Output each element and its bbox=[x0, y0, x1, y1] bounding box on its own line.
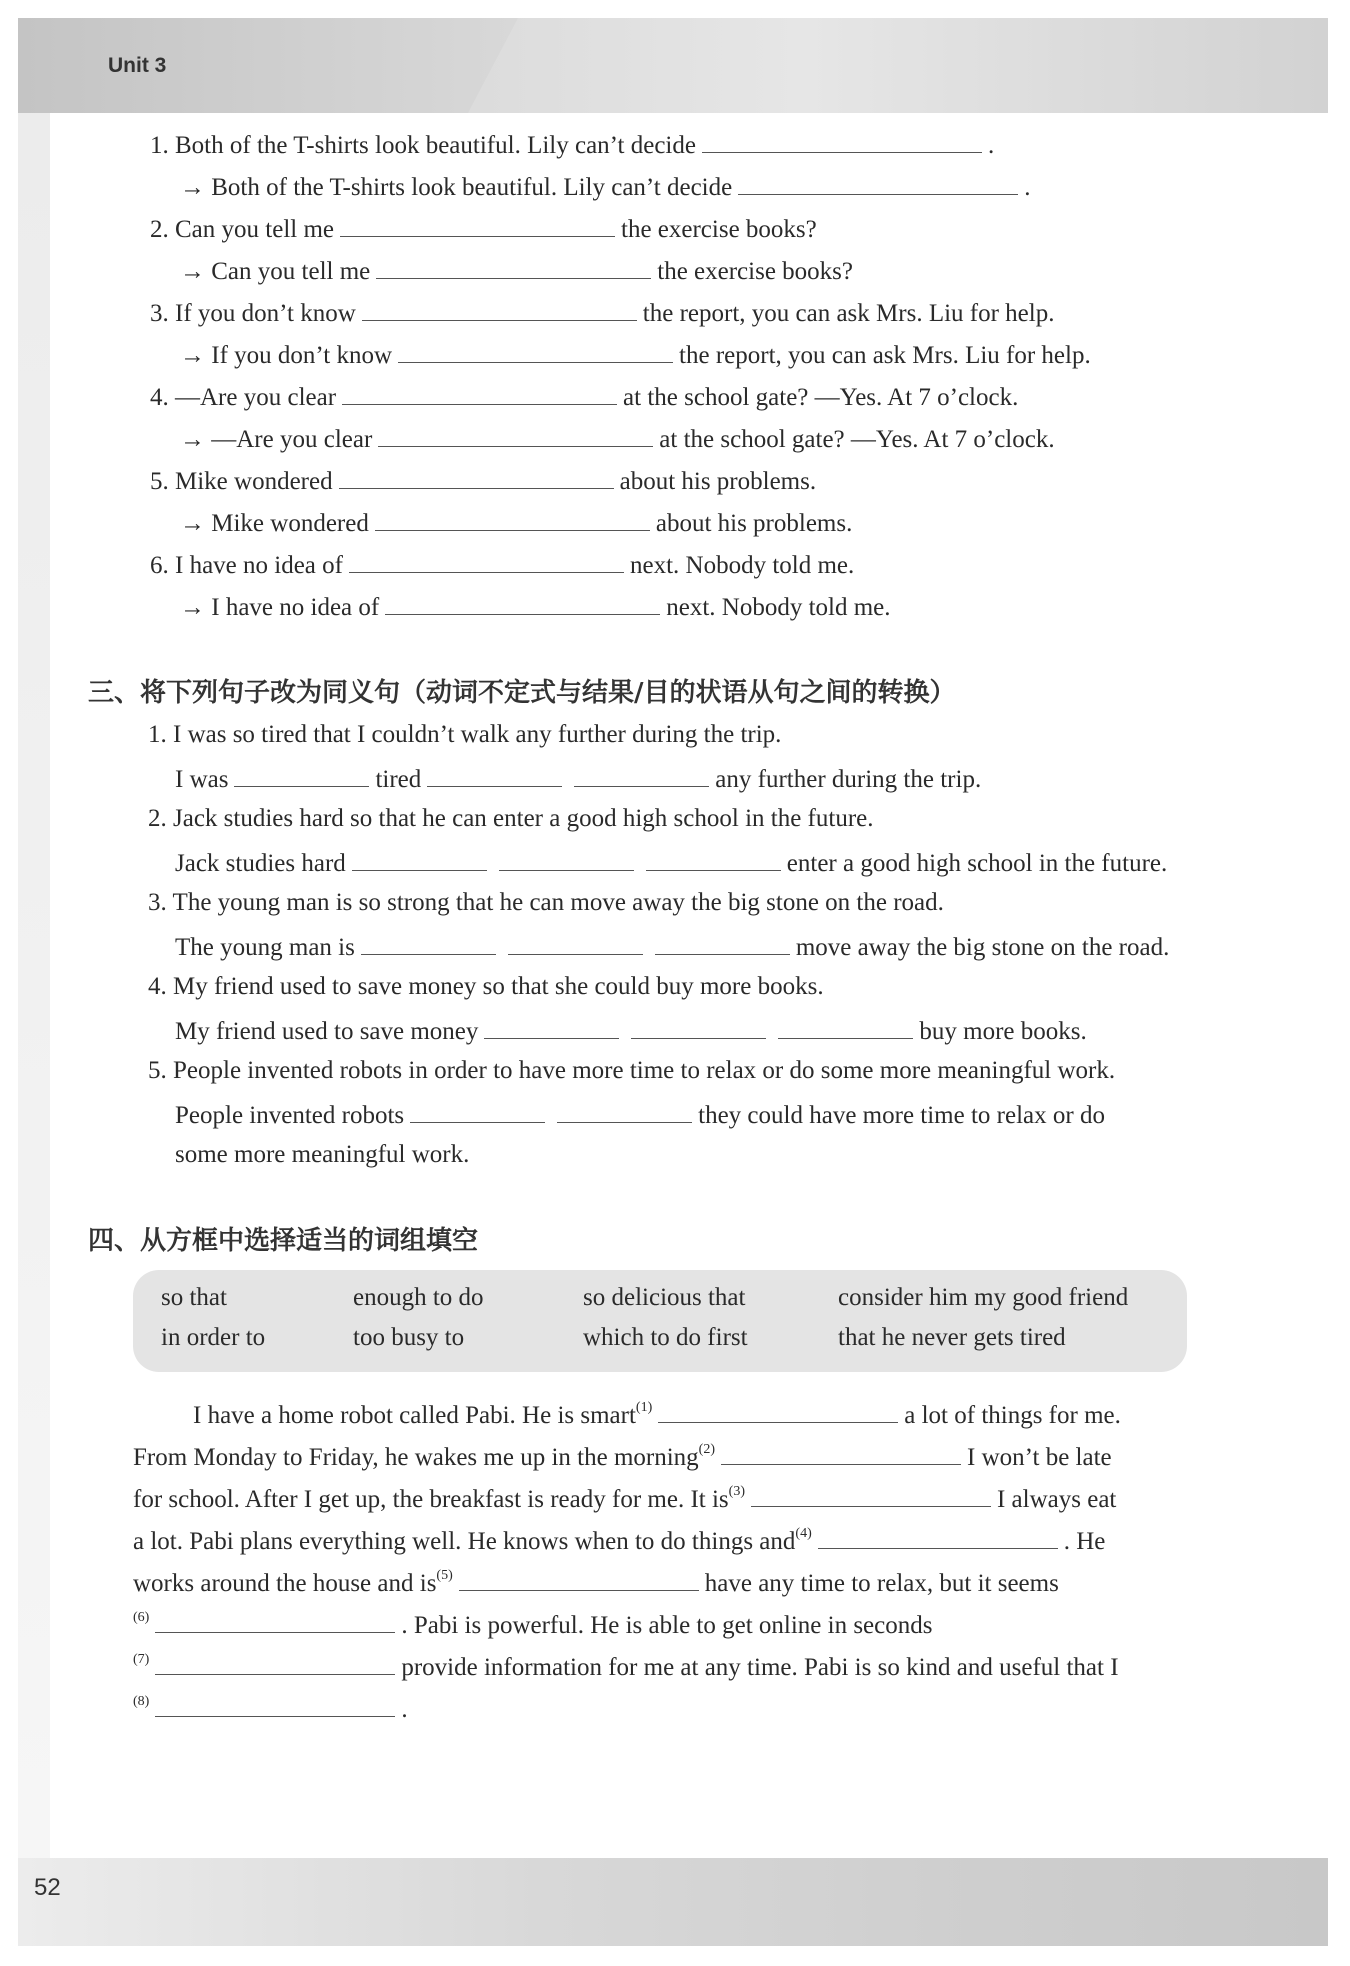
blank[interactable] bbox=[362, 296, 637, 321]
s3-q2-rewrite bbox=[175, 846, 1167, 879]
s3-q3-original: 3. The young man is so strong that he can move away the big stone on the road. bbox=[148, 889, 944, 916]
blank[interactable] bbox=[499, 846, 634, 871]
s3-q5-c: they could have more time to relax or do bbox=[698, 1102, 1105, 1129]
s2-q4-rewrite bbox=[180, 422, 1055, 455]
blank-number: (5) bbox=[436, 1568, 453, 1583]
passage-text: have any time to relax, but it seems bbox=[704, 1570, 1059, 1597]
passage-text: . Pabi is powerful. He is able to get online in seconds bbox=[401, 1612, 933, 1639]
passage-text: provide information for me at any time. Pabi is so kind and useful that I bbox=[401, 1654, 1119, 1681]
blank[interactable] bbox=[738, 170, 1018, 195]
blank-number: (2) bbox=[698, 1442, 715, 1457]
s3-q1-a: I was bbox=[175, 766, 229, 793]
passage-line-2 bbox=[133, 1440, 1112, 1477]
header-tab bbox=[18, 18, 518, 113]
s2-q4 bbox=[150, 380, 1018, 413]
word-option: in order to bbox=[161, 1324, 266, 1351]
s3-q1-rewrite bbox=[175, 762, 981, 795]
unit-label: Unit 3 bbox=[108, 54, 167, 77]
s2-q6-text: 6. I have no idea of bbox=[150, 552, 343, 579]
s3-q5-a: People invented robots bbox=[175, 1102, 405, 1129]
blank[interactable] bbox=[655, 930, 790, 955]
blank[interactable] bbox=[378, 422, 653, 447]
s2-q6-tail: next. Nobody told me. bbox=[629, 552, 855, 579]
blank[interactable] bbox=[574, 762, 709, 787]
s3-q5-rewrite-cont: some more meaningful work. bbox=[175, 1141, 470, 1168]
blank-number: (3) bbox=[728, 1484, 745, 1499]
passage-text: From Monday to Friday, he wakes me up in the morning bbox=[133, 1444, 699, 1471]
s2-q5-text: 5. Mike wondered bbox=[150, 468, 333, 495]
section3-heading: 三、将下列句子改为同义句（动词不定式与结果/目的状语从句之间的转换） bbox=[88, 678, 956, 708]
blank[interactable] bbox=[342, 380, 617, 405]
blank-5[interactable] bbox=[459, 1566, 699, 1591]
s2-q5-rewrite-text: → Mike wondered bbox=[180, 510, 369, 537]
left-margin-strip bbox=[18, 113, 50, 1858]
s2-q4-rewrite-tail: at the school gate? —Yes. At 7 o’clock. bbox=[659, 426, 1055, 453]
s2-q1-text: 1. Both of the T-shirts look beautiful. Lily can’t decide bbox=[150, 132, 696, 159]
s3-q2-original: 2. Jack studies hard so that he can enter a good high school in the future. bbox=[148, 805, 874, 832]
word-option: so delicious that bbox=[583, 1284, 746, 1311]
blank-number: (1) bbox=[635, 1400, 653, 1415]
passage-text: . He bbox=[1063, 1528, 1106, 1555]
blank[interactable] bbox=[234, 762, 369, 787]
s2-q4-tail: at the school gate? —Yes. At 7 o’clock. bbox=[623, 384, 1019, 411]
s3-q1-original: 1. I was so tired that I couldn’t walk any further during the trip. bbox=[148, 721, 782, 748]
word-option: that he never gets tired bbox=[838, 1324, 1066, 1351]
blank[interactable] bbox=[631, 1014, 766, 1039]
word-option: consider him my good friend bbox=[838, 1284, 1129, 1311]
s3-q3-a: The young man is bbox=[175, 934, 355, 961]
blank[interactable] bbox=[385, 590, 660, 615]
s2-q6-rewrite-text: → I have no idea of bbox=[180, 594, 380, 621]
blank[interactable] bbox=[702, 128, 982, 153]
blank[interactable] bbox=[361, 930, 496, 955]
blank[interactable] bbox=[484, 1014, 619, 1039]
s3-q3-rewrite bbox=[175, 930, 1169, 963]
s2-q6-rewrite-tail: next. Nobody told me. bbox=[666, 594, 891, 621]
blank-6[interactable] bbox=[155, 1608, 395, 1633]
s2-q4-text: 4. —Are you clear bbox=[150, 384, 337, 411]
s3-q4-a: My friend used to save money bbox=[175, 1018, 479, 1045]
s3-q1-c: any further during the trip. bbox=[715, 766, 982, 793]
blank[interactable] bbox=[340, 212, 615, 237]
page-number: 52 bbox=[34, 1874, 61, 1901]
blank[interactable] bbox=[376, 254, 651, 279]
s2-q3-rewrite-text: → If you don’t know bbox=[180, 342, 393, 369]
s2-q5-rewrite bbox=[180, 506, 852, 539]
s2-q2-rewrite-text: → Can you tell me bbox=[180, 258, 371, 285]
s2-q2-rewrite-tail: the exercise books? bbox=[657, 258, 854, 285]
s2-q6 bbox=[150, 548, 854, 581]
passage-text: a lot of things for me. bbox=[904, 1402, 1121, 1429]
blank-number: (6) bbox=[133, 1610, 150, 1625]
s2-q2-tail: the exercise books? bbox=[621, 216, 817, 243]
passage-text: for school. After I get up, the breakfast is ready for me. It is bbox=[133, 1486, 729, 1513]
blank-8[interactable] bbox=[155, 1692, 395, 1717]
word-option: which to do first bbox=[583, 1324, 748, 1351]
footer-band bbox=[18, 1858, 1328, 1946]
s2-q3-text: 3. If you don’t know bbox=[150, 300, 356, 327]
blank[interactable] bbox=[375, 506, 650, 531]
blank-4[interactable] bbox=[818, 1524, 1058, 1549]
s2-q3-rewrite bbox=[180, 338, 1091, 371]
blank[interactable] bbox=[778, 1014, 913, 1039]
passage-text: I have a home robot called Pabi. He is smart bbox=[193, 1402, 636, 1429]
passage-line-6 bbox=[133, 1608, 932, 1645]
passage-line-7 bbox=[133, 1650, 1119, 1687]
blank[interactable] bbox=[410, 1098, 545, 1123]
blank-7[interactable] bbox=[155, 1650, 395, 1675]
blank[interactable] bbox=[508, 930, 643, 955]
s3-q5-rewrite bbox=[175, 1098, 1105, 1131]
passage-text: I always eat bbox=[996, 1486, 1117, 1513]
s3-q3-c: move away the big stone on the road. bbox=[795, 934, 1170, 961]
blank-number: (8) bbox=[133, 1694, 150, 1709]
blank[interactable] bbox=[339, 464, 614, 489]
s3-q1-b: tired bbox=[375, 766, 422, 793]
section4-heading: 四、从方框中选择适当的词组填空 bbox=[88, 1226, 479, 1256]
passage-line-5 bbox=[133, 1566, 1059, 1603]
s2-q3 bbox=[150, 296, 1054, 329]
s2-q1-rewrite-text: → Both of the T-shirts look beautiful. Lily can’t decide bbox=[180, 174, 733, 201]
s2-q2-rewrite bbox=[180, 254, 853, 287]
passage-text: I won’t be late bbox=[967, 1444, 1112, 1471]
s3-q2-a: Jack studies hard bbox=[175, 850, 346, 877]
s2-q2 bbox=[150, 212, 817, 245]
blank-2[interactable] bbox=[721, 1440, 961, 1465]
s3-q4-c: buy more books. bbox=[919, 1018, 1087, 1045]
s3-q2-c: enter a good high school in the future. bbox=[786, 850, 1168, 877]
blank-1[interactable] bbox=[658, 1398, 898, 1423]
s3-q4-original: 4. My friend used to save money so that she could buy more books. bbox=[148, 973, 824, 1000]
passage-line-1 bbox=[193, 1398, 1121, 1435]
passage-text: works around the house and is bbox=[133, 1570, 437, 1597]
s2-q1: 1. Both of the T-shirts look beautiful. Lily can’t decide . bbox=[150, 128, 994, 161]
s2-q5-rewrite-tail: about his problems. bbox=[655, 510, 853, 537]
s2-q3-rewrite-tail: the report, you can ask Mrs. Liu for help. bbox=[679, 342, 1091, 369]
blank[interactable] bbox=[427, 762, 562, 787]
blank[interactable] bbox=[352, 846, 487, 871]
blank[interactable] bbox=[349, 548, 624, 573]
word-option: enough to do bbox=[353, 1284, 484, 1311]
s2-q6-rewrite bbox=[180, 590, 891, 623]
s2-q2-text: 2. Can you tell me bbox=[150, 216, 334, 243]
blank[interactable] bbox=[398, 338, 673, 363]
s2-q4-rewrite-text: → —Are you clear bbox=[180, 426, 373, 453]
passage-text: . bbox=[401, 1696, 408, 1723]
s3-q5-original: 5. People invented robots in order to have more time to relax or do some more meaningful work. bbox=[148, 1057, 1116, 1084]
blank[interactable] bbox=[557, 1098, 692, 1123]
s2-q5 bbox=[150, 464, 816, 497]
passage-line-3 bbox=[133, 1482, 1116, 1519]
passage-line-8 bbox=[133, 1692, 408, 1729]
blank-number: (7) bbox=[133, 1652, 150, 1667]
passage-line-4 bbox=[133, 1524, 1105, 1561]
blank-3[interactable] bbox=[751, 1482, 991, 1507]
s2-q1-rewrite: → Both of the T-shirts look beautiful. Lily can’t decide . bbox=[180, 170, 1030, 203]
word-option: too busy to bbox=[353, 1324, 465, 1351]
word-option: so that bbox=[161, 1284, 227, 1311]
word-box bbox=[133, 1270, 1187, 1372]
passage-text: a lot. Pabi plans everything well. He knows when to do things and bbox=[133, 1528, 796, 1555]
s3-q4-rewrite bbox=[175, 1014, 1087, 1047]
blank-number: (4) bbox=[795, 1526, 812, 1541]
s2-q5-tail: about his problems. bbox=[619, 468, 817, 495]
s2-q3-tail: the report, you can ask Mrs. Liu for help. bbox=[642, 300, 1055, 327]
blank[interactable] bbox=[646, 846, 781, 871]
